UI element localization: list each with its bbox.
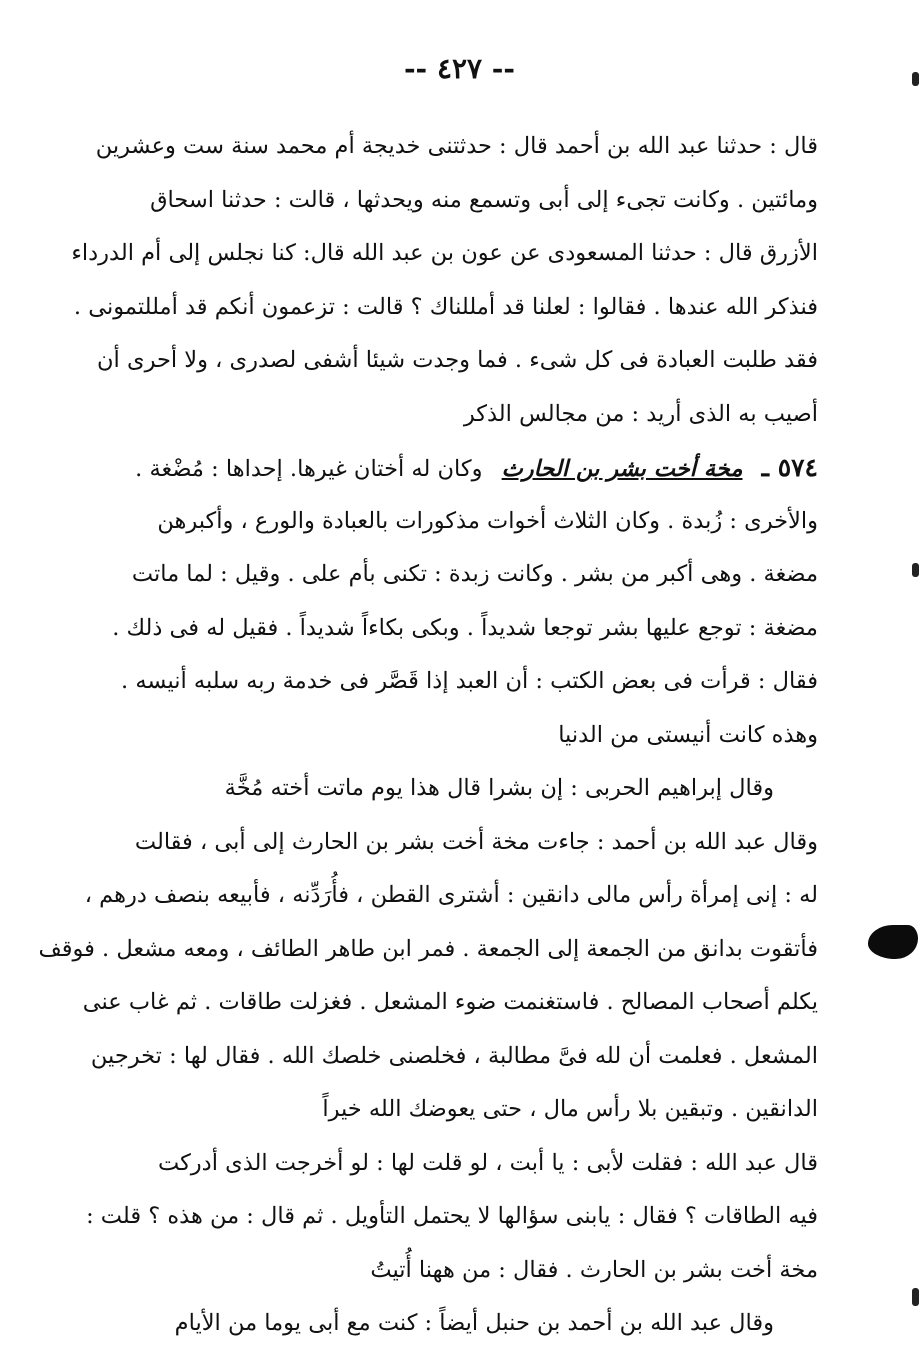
text-line: وقال إبراهيم الحربى : إن بشرا قال هذا يوم ماتت أخته مُخَّة — [224, 775, 774, 801]
text-line: قال عبد الله : فقلت لأبى : يا أبت ، لو قلت لها : لو أخرجت الذى أدركت — [158, 1149, 818, 1176]
text-line: فقال : قرأت فى بعض الكتب : أن العبد إذا قَصَّر فى خدمة ربه سلبه أنيسه . — [121, 668, 818, 694]
text-line: مضغة : توجع عليها بشر توجعا شديداً . وبكى بكاءاً شديداً . فقيل له فى ذلك . — [112, 614, 818, 641]
page-number: -- ٤٢٧ -- — [403, 52, 516, 85]
text-line: له : إنى إمرأة رأس مالى دانقين : أشترى القطن ، فأُرَدِّنه ، فأبيعه بنصف درهم ، — [84, 882, 818, 908]
text-line: مخة أخت بشر بن الحارث . فقال : من ههنا أُتيتُ — [370, 1256, 818, 1283]
page-body — [38, 120, 818, 1351]
margin-mark — [912, 1288, 919, 1306]
margin-mark — [912, 563, 919, 577]
text-line: أصيب به الذى أريد : من مجالس الذكر — [463, 400, 818, 427]
text-line: مضغة . وهى أكبر من بشر . وكانت زبدة : تكنى بأم على . وقيل : لما ماتت — [131, 561, 818, 587]
text-line: وهذه كانت أنيستى من الدنيا — [558, 721, 818, 748]
text-line: قال : حدثنا عبد الله بن أحمد قال : حدثتنى خديجة أم محمد سنة ست وعشرين — [95, 133, 818, 159]
text-line: فيه الطاقات ؟ فقال : يابنى سؤالها لا يحتمل التأويل . ثم قال : من هذه ؟ قلت : — [86, 1203, 818, 1229]
ink-blot — [868, 925, 918, 959]
text-line: فقد طلبت العبادة فى كل شىء . فما وجدت شيئا أشفى لصدرى ، ولا أحرى أن — [97, 347, 818, 373]
text-line: ومائتين . وكانت تجىء إلى أبى وتسمع منه ويحدثها ، قالت : حدثنا اسحاق — [150, 186, 818, 213]
entry-heading-line — [135, 441, 818, 495]
entry-heading-rest: وكان له أختان غيرها. إحداها : مُضْغة . — [135, 456, 483, 482]
text-line: وقال عبد الله بن أحمد بن حنبل أيضاً : كنت مع أبى يوما من الأيام — [174, 1310, 774, 1336]
entry-title: مخة أخت بشر بن الحارث — [501, 456, 743, 482]
text-line: فأتقوت بدانق من الجمعة إلى الجمعة . فمر ابن طاهر الطائف ، ومعه مشعل . فوقف — [38, 935, 818, 962]
text-line: وقال عبد الله بن أحمد : جاءت مخة أخت بشر بن الحارث إلى أبى ، فقالت — [134, 828, 818, 855]
text-line: الأزرق قال : حدثنا المسعودى عن عون بن عبد الله قال: كنا نجلس إلى أم الدرداء — [71, 240, 818, 266]
text-line: والأخرى : زُبدة . وكان الثلاث أخوات مذكورات بالعبادة والورع ، وأكبرهن — [157, 507, 818, 534]
text-line: المشعل . فعلمت أن لله فىَّ مطالبة ، فخلصنى خلصك الله . فقال لها : تخرجين — [90, 1042, 818, 1069]
entry-number: ٥٧٤ ـ — [761, 453, 818, 482]
text-line: الدانقين . وتبقين بلا رأس مال ، حتى يعوضك الله خيراً — [322, 1096, 818, 1122]
text-line: يكلم أصحاب المصالح . فاستغنمت ضوء المشعل . فغزلت طاقات . ثم غاب عنى — [82, 989, 818, 1015]
margin-mark — [912, 72, 919, 86]
text-line: فنذكر الله عندها . فقالوا : لعلنا قد أمللناك ؟ قالت : تزعمون أنكم قد أمللتمونى . — [73, 293, 818, 320]
